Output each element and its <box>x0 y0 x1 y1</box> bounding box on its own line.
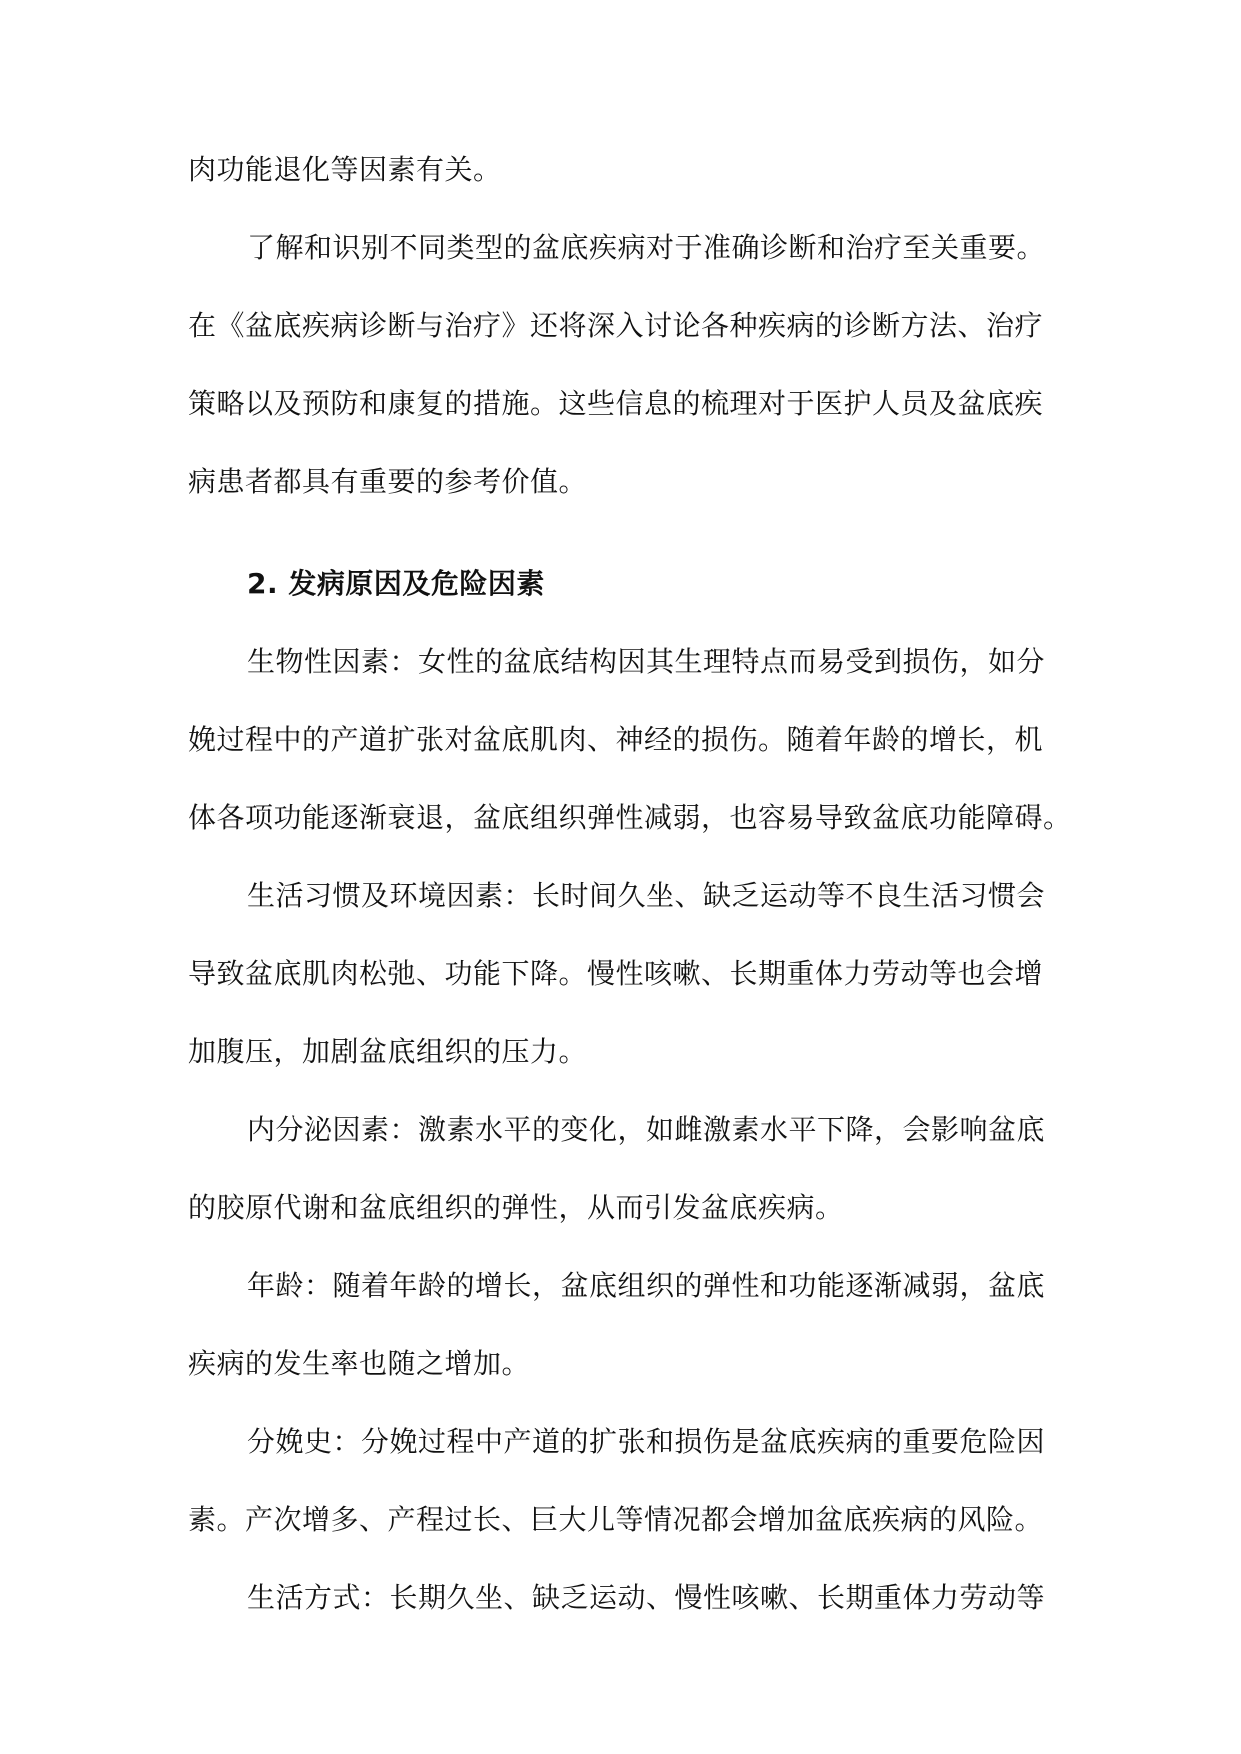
paragraph-line: 体各项功能逐渐衰退，盆底组织弹性减弱，也容易导致盆底功能障碍。 <box>188 801 1072 834</box>
paragraph-line: 肉功能退化等因素有关。 <box>188 153 502 186</box>
paragraph-line: 在《盆底疾病诊断与治疗》还将深入讨论各种疾病的诊断方法、治疗 <box>188 309 1044 342</box>
paragraph-line: 病患者都具有重要的参考价值。 <box>188 465 588 498</box>
paragraph-line: 内分泌因素：激素水平的变化，如雌激素水平下降，会影响盆底 <box>247 1113 1046 1146</box>
paragraph-line: 分娩史：分娩过程中产道的扩张和损伤是盆底疾病的重要危险因 <box>247 1425 1046 1458</box>
paragraph-line: 导致盆底肌肉松弛、功能下降。慢性咳嗽、长期重体力劳动等也会增 <box>188 957 1044 990</box>
paragraph-line: 年龄：随着年龄的增长，盆底组织的弹性和功能逐渐减弱，盆底 <box>247 1269 1046 1302</box>
paragraph-line: 疾病的发生率也随之增加。 <box>188 1347 531 1380</box>
paragraph-line: 素。产次增多、产程过长、巨大儿等情况都会增加盆底疾病的风险。 <box>188 1503 1044 1536</box>
paragraph-line: 娩过程中的产道扩张对盆底肌肉、神经的损伤。随着年龄的增长，机 <box>188 723 1044 756</box>
paragraph-line: 生活方式：长期久坐、缺乏运动、慢性咳嗽、长期重体力劳动等 <box>247 1581 1046 1614</box>
paragraph-line: 了解和识别不同类型的盆底疾病对于准确诊断和治疗至关重要。 <box>247 231 1046 264</box>
paragraph-line: 生物性因素：女性的盆底结构因其生理特点而易受到损伤，如分 <box>247 645 1046 678</box>
paragraph-line: 生活习惯及环境因素：长时间久坐、缺乏运动等不良生活习惯会 <box>247 879 1046 912</box>
paragraph-line: 策略以及预防和康复的措施。这些信息的梳理对于医护人员及盆底疾 <box>188 387 1044 420</box>
paragraph-line: 的胶原代谢和盆底组织的弹性，从而引发盆底疾病。 <box>188 1191 844 1224</box>
section-heading: 2. 发病原因及危险因素 <box>247 567 545 600</box>
paragraph-line: 加腹压，加剧盆底组织的压力。 <box>188 1035 588 1068</box>
